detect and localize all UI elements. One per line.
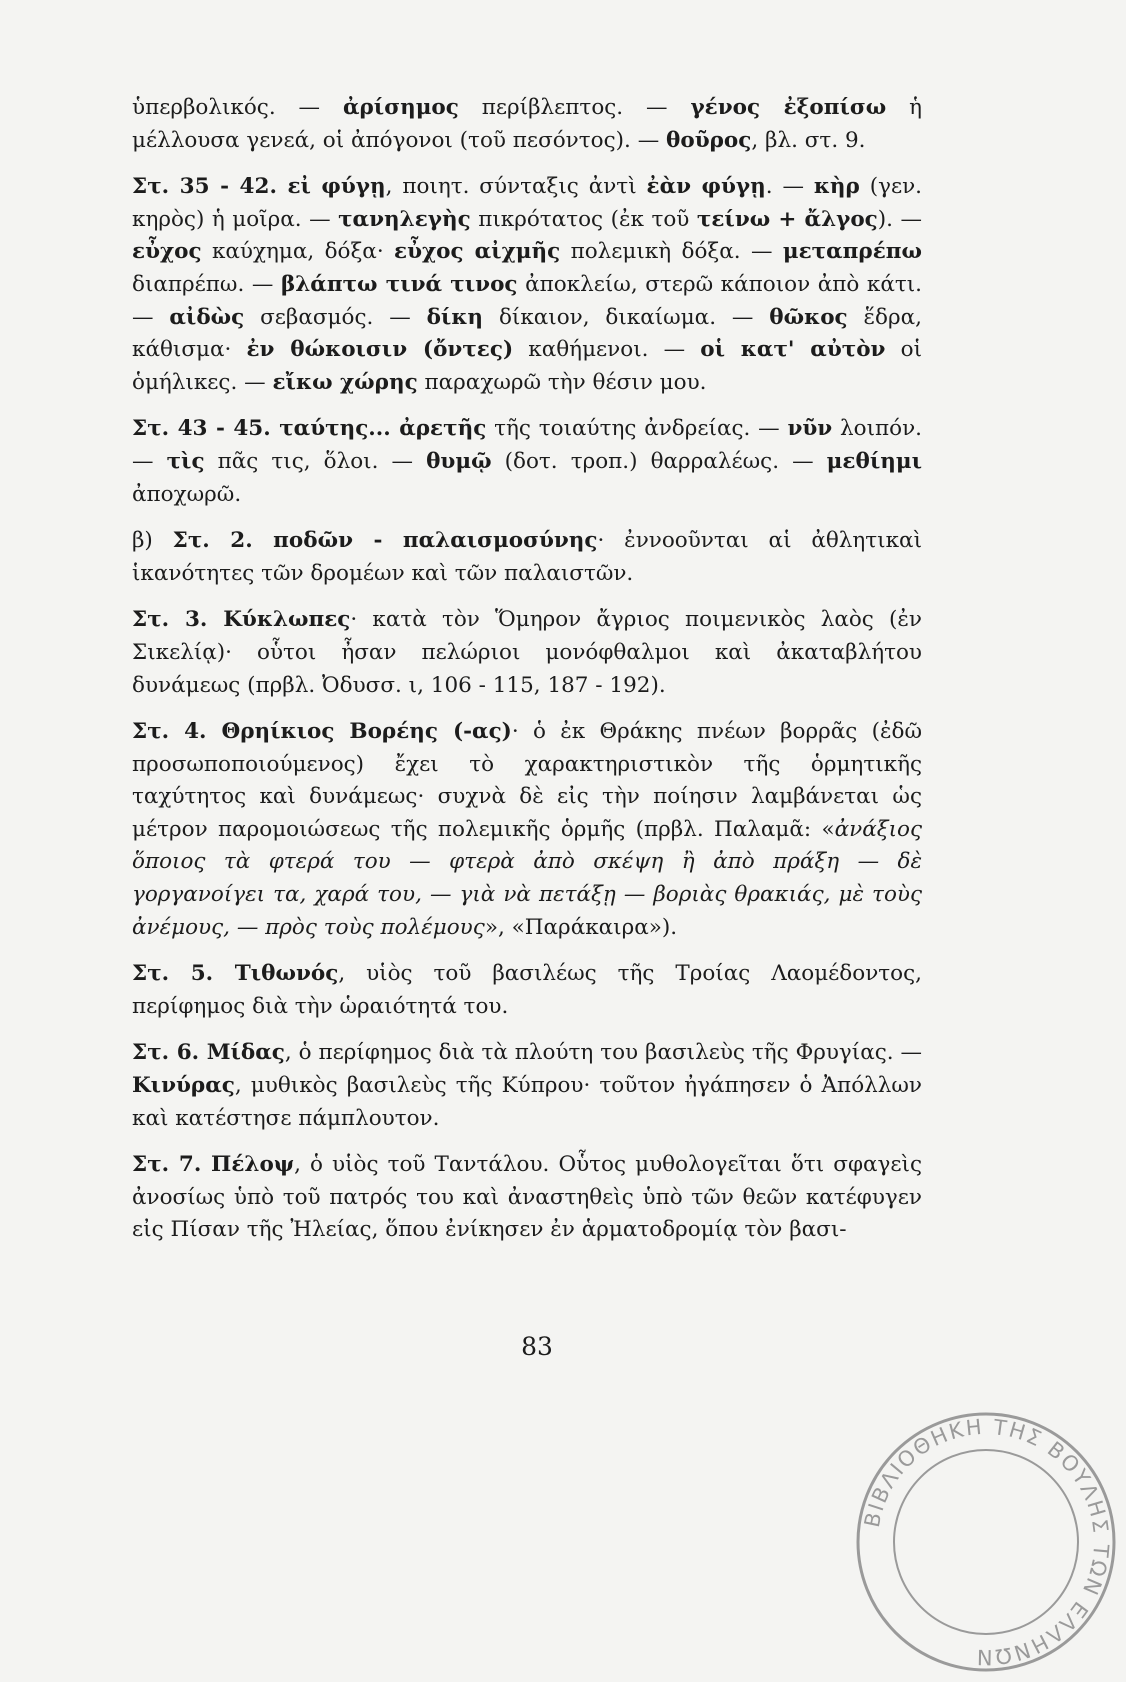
gloss-text: (δοτ. τροπ.) θαρραλέως. —	[491, 448, 827, 474]
gloss-text: δίκαιον, δικαίωμα. —	[483, 304, 770, 330]
lemma-term: κὴρ	[813, 174, 860, 200]
gloss-text: ἕδρα, κάθισμα·	[132, 304, 922, 363]
commentary-text	[132, 92, 922, 1247]
lemma-term: θυμῷ	[426, 448, 492, 474]
stamp-text: ΒΙΒΛΙΟΘΗΚΗ ΤΗΣ ΒΟΥΛΗΣ ΤΩΝ ΕΛΛΗΝΩΝ	[859, 1414, 1114, 1670]
gloss-text: τῆς τοιαύτης ἀνδρείας. —	[486, 416, 788, 442]
gloss-text: · ὁ ἐκ Θράκης πνέων βορρᾶς (ἐδῶ προσωποποιούμενος) ἔχει τὸ χαρακτηριστικὸν τῆς ὁρμητικῆς ταχύτητος καὶ δυνάμεως· συχνὰ δὲ εἰς τὴν ποίησιν λαμβάνεται ὡς μέτρον παρομοιώσεως τῆς πολεμικῆς ὁρμῆς (πρβλ. Παλαμᾶ: «	[132, 719, 922, 842]
lemma-term: Στ. 43 - 45. ταύτης... ἀρετῆς	[132, 416, 487, 442]
gloss-text: . —	[765, 174, 814, 200]
commentary-paragraph	[132, 958, 922, 1023]
commentary-paragraph	[132, 525, 922, 590]
commentary-paragraph	[132, 1149, 922, 1247]
gloss-text: ἀποχωρῶ.	[132, 481, 242, 507]
library-stamp	[846, 1402, 1126, 1682]
lemma-term: τείνω + ἄλγος	[696, 206, 878, 232]
gloss-text: πολεμικὴ δόξα. —	[560, 239, 783, 265]
commentary-paragraph	[132, 413, 922, 511]
commentary-paragraph	[132, 604, 922, 702]
lemma-term: ἀρίσημος	[342, 95, 459, 120]
lemma-term: εὖχος	[132, 239, 202, 265]
gloss-text: (γεν. κηρὸς) ἡ μοῖρα. —	[132, 174, 923, 232]
lemma-term: τανηλεγὴς	[338, 206, 471, 232]
lemma-term: Στ. 7. Πέλοψ	[132, 1152, 295, 1178]
gloss-text: λοιπόν. —	[132, 416, 922, 474]
gloss-text: οἱ ὁμήλικες. —	[132, 337, 922, 395]
lemma-term: Στ. 3. Κύκλωπες	[132, 607, 351, 633]
lemma-term: ἐὰν φύγῃ	[646, 174, 766, 200]
lemma-term: δίκη	[426, 304, 484, 330]
lemma-term: θοῦρος	[666, 127, 752, 153]
gloss-text: , ὁ περίφημος διὰ τὰ πλούτη του βασιλεὺς τῆς Φρυγίας. —	[284, 1040, 923, 1066]
gloss-text: πικρότατος (ἐκ τοῦ	[470, 206, 697, 232]
gloss-text: ὑπερβολικός. —	[132, 95, 343, 120]
gloss-text: β)	[132, 528, 173, 554]
gloss-text: , μυθικὸς βασιλεὺς τῆς Κύπρου· τοῦτον ἠγάπησεν ὁ Ἀπόλλων καὶ κατέστησε πάμπλουτον.	[132, 1073, 922, 1131]
lemma-term: τὶς	[166, 448, 205, 474]
lemma-term: εὖχος αἰχμῆς	[394, 239, 561, 265]
quotation: ἀνάξιος ὅποιος τὰ φτερά του — φτερὰ ἀπὸ σκέψη ἢ ἀπὸ πράξη — δὲ γοργανοίγει τα, χαρά του, — γιὰ νὰ πετάξῃ — βοριὰς θρακιάς, μὲ τοὺς ἀνέμους, — πρὸς τοὺς πολέμους	[132, 816, 922, 940]
lemma-term: Στ. 2. ποδῶν - παλαισμοσύνης	[172, 528, 598, 554]
gloss-text: καθήμενοι. —	[513, 337, 701, 363]
lemma-term: Στ. 35 - 42. εἰ φύγῃ	[132, 174, 386, 200]
gloss-text: ἡ μέλλουσα γενεά, οἱ ἀπόγονοι (τοῦ πεσόντος). —	[132, 95, 922, 153]
gloss-text: , ὁ υἱὸς τοῦ Ταντάλου. Οὗτος μυθολογεῖται ὅτι σφαγεὶς ἀνοσίως ὑπὸ τοῦ πατρός του καὶ ἀναστηθεὶς ὑπὸ τῶν θεῶν κατέφυγεν εἰς Πίσαν τῆς Ἠλείας, ὅπου ἐνίκησεν ἐν ἁρματοδρομίᾳ τὸν βασι-	[132, 1152, 922, 1243]
gloss-text: διαπρέπω. —	[132, 271, 281, 297]
commentary-paragraph	[132, 92, 922, 157]
gloss-text: · κατὰ τὸν Ὅμηρον ἄγριος ποιμενικὸς λαὸς (ἐν Σικελίᾳ)· οὗτοι ἦσαν πελώριοι μονόφθαλμοι καὶ ἀκαταβλήτου δυνάμεως (πρβλ. Ὀδυσσ. ι, 106 - 115, 187 - 192).	[132, 607, 922, 698]
gloss-text: καύχημα, δόξα·	[201, 239, 395, 265]
lemma-term: ἐν θώκοισιν (ὄντες)	[246, 337, 514, 363]
gloss-text: περίβλεπτος. —	[458, 95, 691, 120]
gloss-text: ). —	[877, 206, 923, 232]
lemma-term: Κινύρας	[132, 1073, 235, 1099]
gloss-text: , υἱὸς τοῦ βασιλέως τῆς Τροίας Λαομέδοντος, περίφημος διὰ τὴν ὡραιότητά του.	[132, 961, 922, 1019]
lemma-term: μεταπρέπω	[782, 239, 922, 265]
gloss-text: παραχωρῶ τὴν θέσιν μου.	[417, 369, 707, 395]
gloss-text: , βλ. στ. 9.	[751, 127, 866, 153]
lemma-term: εἴκω χώρης	[272, 369, 418, 395]
gloss-text: πᾶς τις, ὅλοι. —	[204, 448, 427, 474]
lemma-term: Στ. 6. Μίδας	[132, 1040, 285, 1066]
lemma-term: Στ. 5. Τιθωνός	[132, 961, 339, 987]
lemma-term: αἰδὼς	[169, 304, 245, 330]
gloss-text: », «Παράκαιρα»).	[484, 914, 678, 940]
lemma-term: θῶκος	[769, 304, 848, 330]
commentary-paragraph	[132, 716, 922, 944]
gloss-text: · ἐννοοῦνται αἱ ἀθλητικαὶ ἱκανότητες τῶν δρομέων καὶ τῶν παλαιστῶν.	[132, 528, 922, 586]
gloss-text: , ποιητ. σύνταξις ἀντὶ	[385, 174, 647, 200]
page-number: 83	[521, 1332, 553, 1361]
stamp-inner-ring	[894, 1450, 1078, 1634]
lemma-term: οἱ κατ' αὐτὸν	[700, 337, 886, 363]
lemma-term: γένος ἐξοπίσω	[690, 95, 887, 120]
gloss-text: ἀποκλείω, στερῶ κάποιον ἀπὸ κάτι. —	[132, 271, 922, 330]
lemma-term: Στ. 4. Θρηίκιος Βορέης (-ας)	[132, 719, 512, 745]
commentary-paragraph	[132, 1037, 922, 1135]
lemma-term: μεθίημι	[826, 448, 922, 474]
lemma-term: βλάπτω τινά τινος	[280, 271, 518, 297]
commentary-paragraph	[132, 171, 922, 399]
lemma-term: νῦν	[787, 416, 833, 442]
gloss-text: σεβασμός. —	[244, 304, 427, 330]
